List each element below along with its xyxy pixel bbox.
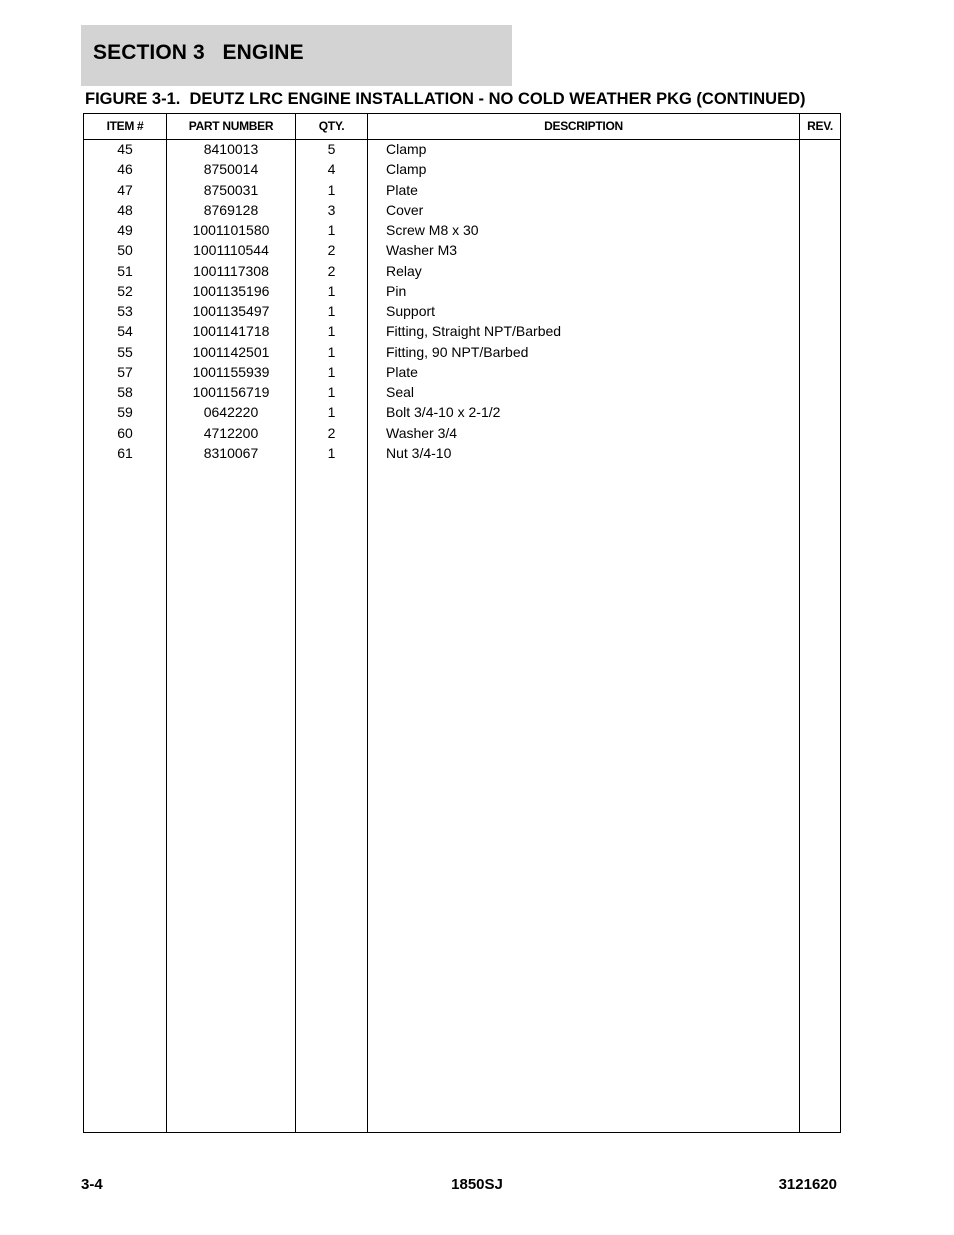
cell-description: Fitting, 90 NPT/Barbed	[386, 343, 529, 360]
cell-item: 46	[117, 161, 133, 178]
cell-part-number: 1001135497	[192, 303, 270, 319]
cell-part-number: 1001135196	[192, 282, 270, 299]
cell-item: 48	[117, 201, 133, 218]
table-row	[84, 342, 840, 362]
cell-item: 52	[117, 282, 133, 299]
table-row	[84, 382, 840, 402]
cell-description: Fitting, Straight NPT/Barbed	[386, 323, 562, 340]
table-row	[84, 159, 840, 179]
cell-part-number: 8310067	[203, 444, 259, 461]
cell-description: Support	[386, 303, 436, 319]
cell-description: Screw M8 x 30	[386, 222, 479, 238]
cell-part-number: 1001101580	[192, 222, 270, 238]
header-description: DESCRIPTION	[544, 119, 623, 133]
cell-item: 45	[117, 141, 133, 157]
section-title: SECTION 3 ENGINE	[93, 41, 304, 64]
cell-qty: 1	[327, 384, 336, 400]
figure-title: FIGURE 3-1. DEUTZ LRC ENGINE INSTALLATION - NO COLD WEATHER PKG (CONTINUED)	[85, 90, 806, 108]
table-row	[84, 423, 840, 443]
cell-part-number: 8750031	[203, 181, 259, 198]
cell-description: Seal	[386, 384, 415, 400]
table-row	[84, 362, 840, 382]
cell-qty: 1	[327, 303, 336, 319]
cell-part-number: 8769128	[203, 201, 259, 218]
cell-description: Clamp	[386, 161, 427, 178]
cell-description: Washer 3/4	[386, 424, 458, 441]
cell-qty: 1	[327, 363, 336, 380]
table-row	[84, 261, 840, 281]
table-row	[84, 321, 840, 341]
cell-item: 53	[117, 303, 133, 319]
cell-qty: 1	[327, 343, 336, 360]
header-qty: QTY.	[318, 119, 345, 133]
cell-description: Pin	[386, 282, 407, 299]
cell-description: Washer M3	[386, 242, 458, 259]
cell-qty: 1	[327, 444, 336, 461]
cell-description: Nut 3/4-10	[386, 444, 452, 461]
section-banner	[81, 25, 512, 86]
cell-part-number: 4712200	[203, 424, 259, 441]
cell-qty: 1	[327, 282, 336, 299]
cell-description: Bolt 3/4-10 x 2-1/2	[386, 404, 501, 421]
cell-qty: 3	[327, 201, 336, 218]
table-row	[84, 180, 840, 200]
cell-item: 54	[117, 323, 133, 340]
cell-qty: 2	[327, 242, 336, 259]
cell-part-number: 1001156719	[192, 384, 270, 400]
cell-description: Clamp	[386, 141, 427, 157]
cell-qty: 1	[327, 222, 336, 238]
cell-description: Plate	[386, 363, 418, 380]
cell-part-number: 0642220	[203, 404, 259, 421]
parts-table	[83, 113, 841, 1133]
cell-description: Plate	[386, 181, 418, 198]
cell-item: 60	[117, 424, 133, 441]
cell-qty: 5	[327, 141, 336, 157]
cell-qty: 2	[327, 262, 336, 279]
table-row	[84, 220, 840, 240]
table-row	[84, 301, 840, 321]
footer-doc-number: 3121620	[778, 1176, 837, 1193]
cell-item: 57	[117, 363, 133, 380]
cell-item: 50	[117, 242, 133, 259]
cell-description: Cover	[386, 201, 424, 218]
cell-description: Relay	[386, 262, 422, 279]
cell-part-number: 8410013	[203, 141, 259, 157]
header-rev: REV.	[807, 119, 833, 133]
cell-item: 55	[117, 343, 133, 360]
table-row	[84, 240, 840, 260]
cell-item: 59	[117, 404, 133, 421]
footer-model: 1850SJ	[451, 1176, 503, 1193]
table-row	[84, 443, 840, 463]
cell-item: 49	[117, 222, 133, 238]
table-row	[84, 281, 840, 301]
header-item: ITEM #	[106, 119, 144, 133]
table-row	[84, 402, 840, 422]
cell-item: 61	[117, 444, 133, 461]
header-part-number: PART NUMBER	[188, 119, 274, 133]
cell-item: 47	[117, 181, 133, 198]
cell-qty: 1	[327, 181, 336, 198]
cell-qty: 1	[327, 323, 336, 340]
cell-part-number: 1001110544	[193, 242, 269, 259]
cell-part-number: 1001117308	[193, 262, 269, 279]
cell-part-number: 1001141718	[192, 323, 270, 340]
table-row	[84, 200, 840, 220]
cell-part-number: 1001142501	[192, 343, 270, 360]
cell-qty: 2	[327, 424, 336, 441]
cell-qty: 1	[327, 404, 336, 421]
cell-item: 51	[117, 262, 133, 279]
table-row	[84, 139, 840, 159]
table-body	[84, 139, 840, 463]
cell-qty: 4	[327, 161, 336, 178]
cell-part-number: 8750014	[203, 161, 259, 178]
cell-part-number: 1001155939	[192, 363, 270, 380]
cell-item: 58	[117, 384, 133, 400]
footer-page-number: 3-4	[81, 1176, 103, 1193]
